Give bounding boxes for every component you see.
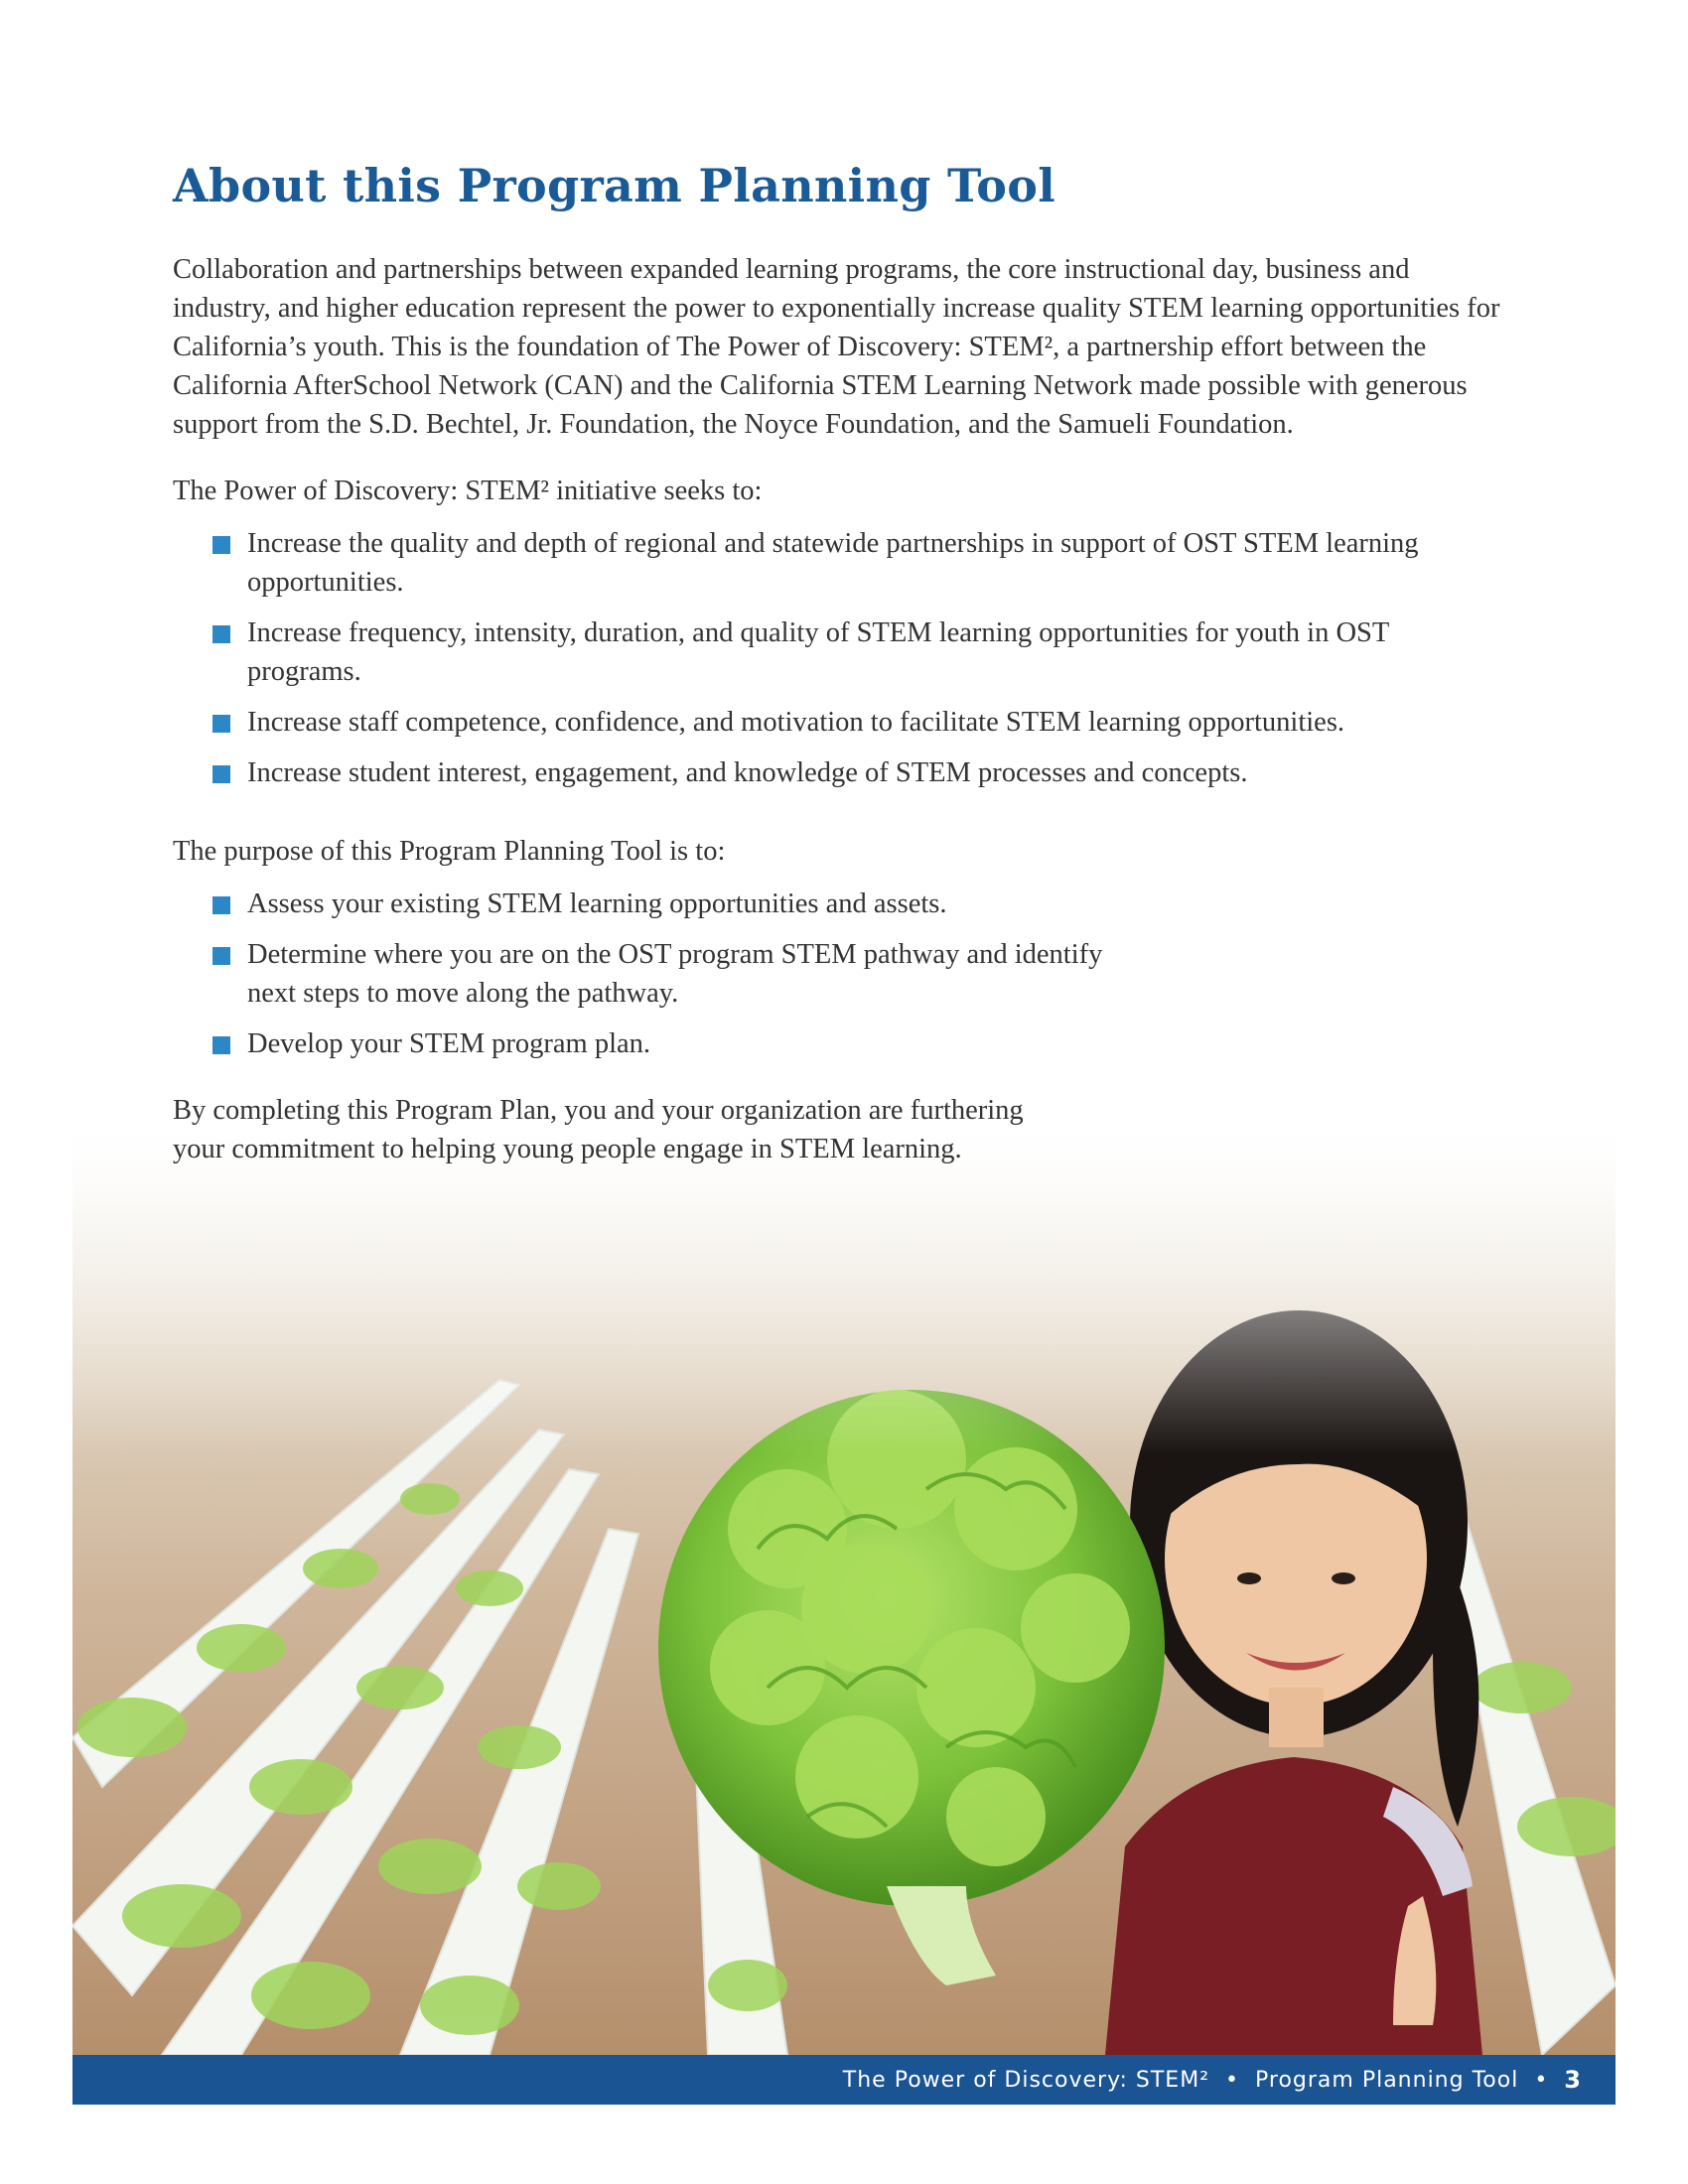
purpose-list	[173, 885, 1106, 1063]
main-content	[173, 159, 1503, 1168]
intro-paragraph: Collaboration and partnerships between expanded learning programs, the core instructional day, business and industry, and higher education represent the power to exponentially increase quality STEM learning opportunities for California’s youth. This is the foundation of The Power of Discovery: STEM², a partnership effort between the California AfterSchool Network (CAN) and the California STEM Learning Network made possible with generous support from the S.D. Bechtel, Jr. Foundation, the Noyce Foundation, and the Samueli Foundation.	[173, 254, 1500, 440]
list-item: Increase the quality and depth of regional and statewide partnerships in support of OST STEM learning opportunities.	[212, 524, 1503, 602]
footer-band	[72, 2055, 1616, 2105]
list-item: Increase frequency, intensity, duration, and quality of STEM learning opportunities for youth in OST programs.	[212, 614, 1503, 691]
footer-separator: •	[1534, 2067, 1549, 2093]
footer-tool-name: Program Planning Tool	[1255, 2067, 1519, 2093]
list-item: Assess your existing STEM learning opportunities and assets.	[212, 885, 1106, 923]
closing-paragraph: By completing this Program Plan, you and your organization are furthering your commitment to helping young people engage in STEM learning.	[173, 1095, 1024, 1164]
purpose-lead: The purpose of this Program Planning Tool is to:	[173, 836, 726, 867]
footer-separator: •	[1225, 2067, 1239, 2093]
page-title: About this Program Planning Tool	[173, 159, 1055, 212]
initiative-lead: The Power of Discovery: STEM² initiative seeks to:	[173, 476, 763, 506]
list-item: Develop your STEM program plan.	[212, 1024, 1106, 1063]
list-item: Increase staff competence, confidence, and motivation to facilitate STEM learning opportunities.	[212, 703, 1503, 742]
list-item: Increase student interest, engagement, and knowledge of STEM processes and concepts.	[212, 753, 1503, 792]
initiative-list	[173, 524, 1503, 792]
list-item: Determine where you are on the OST program STEM pathway and identify next steps to move along the pathway.	[212, 935, 1106, 1013]
footer-publication: The Power of Discovery: STEM²	[842, 2067, 1210, 2093]
hero-photo-girl-with-lettuce	[72, 1132, 1616, 2055]
page-number: 3	[1564, 2066, 1582, 2094]
